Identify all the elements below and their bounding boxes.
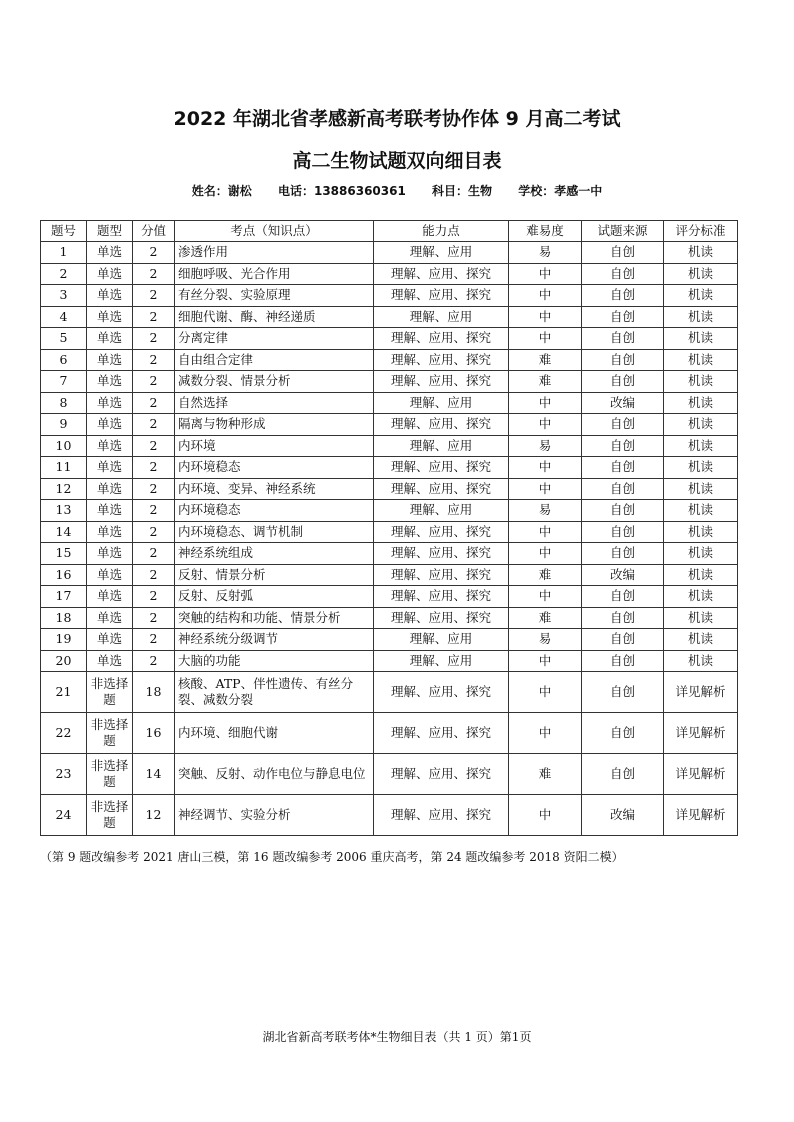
cell-difficulty: 难 <box>509 564 582 586</box>
table-row <box>41 478 738 500</box>
cell-ability: 理解、应用 <box>374 629 509 651</box>
cell-type: 单选 <box>87 478 133 500</box>
cell-score: 2 <box>133 650 175 672</box>
cell-ability: 理解、应用 <box>374 435 509 457</box>
author-phone: 电话：13886360361 <box>277 184 406 198</box>
table-row <box>41 629 738 651</box>
cell-type: 单选 <box>87 607 133 629</box>
cell-number: 13 <box>41 500 87 522</box>
cell-score: 16 <box>133 713 175 754</box>
cell-topic: 内环境 <box>175 435 374 457</box>
cell-ability: 理解、应用、探究 <box>374 371 509 393</box>
table-row <box>41 457 738 479</box>
cell-type: 单选 <box>87 629 133 651</box>
table-row <box>41 500 738 522</box>
header-cell: 试题来源 <box>582 221 664 242</box>
cell-type: 单选 <box>87 263 133 285</box>
cell-source: 自创 <box>582 521 664 543</box>
cell-topic: 有丝分裂、实验原理 <box>175 285 374 307</box>
cell-source: 自创 <box>582 650 664 672</box>
cell-difficulty: 中 <box>509 306 582 328</box>
cell-source: 自创 <box>582 435 664 457</box>
cell-ability: 理解、应用、探究 <box>374 713 509 754</box>
cell-type: 单选 <box>87 435 133 457</box>
table-row <box>41 586 738 608</box>
cell-grading: 机读 <box>664 629 738 651</box>
cell-source: 自创 <box>582 371 664 393</box>
cell-source: 自创 <box>582 263 664 285</box>
document-title: 2022 年湖北省孝感新高考联考协作体 9 月高二考试 <box>173 108 621 130</box>
cell-score: 2 <box>133 242 175 264</box>
cell-source: 自创 <box>582 328 664 350</box>
cell-type: 单选 <box>87 371 133 393</box>
cell-grading: 机读 <box>664 650 738 672</box>
cell-type: 单选 <box>87 328 133 350</box>
table-row <box>41 607 738 629</box>
cell-source: 改编 <box>582 392 664 414</box>
cell-grading: 机读 <box>664 457 738 479</box>
cell-grading: 机读 <box>664 392 738 414</box>
table-row <box>41 306 738 328</box>
cell-score: 2 <box>133 586 175 608</box>
cell-grading: 详见解析 <box>664 795 738 836</box>
cell-topic: 内环境、变异、神经系统 <box>175 478 374 500</box>
cell-ability: 理解、应用、探究 <box>374 457 509 479</box>
cell-difficulty: 中 <box>509 586 582 608</box>
cell-grading: 机读 <box>664 242 738 264</box>
table-row <box>41 435 738 457</box>
cell-ability: 理解、应用、探究 <box>374 285 509 307</box>
cell-ability: 理解、应用、探究 <box>374 586 509 608</box>
cell-number: 10 <box>41 435 87 457</box>
cell-number: 6 <box>41 349 87 371</box>
cell-ability: 理解、应用、探究 <box>374 754 509 795</box>
cell-difficulty: 难 <box>509 754 582 795</box>
cell-score: 2 <box>133 349 175 371</box>
cell-type: 单选 <box>87 521 133 543</box>
cell-topic: 突触、反射、动作电位与静息电位 <box>175 754 374 795</box>
cell-grading: 机读 <box>664 564 738 586</box>
cell-source: 自创 <box>582 586 664 608</box>
cell-score: 18 <box>133 672 175 713</box>
author-name: 姓名：谢松 <box>191 184 252 198</box>
table-row <box>41 328 738 350</box>
cell-type: 非选择题 <box>87 795 133 836</box>
cell-topic: 神经系统组成 <box>175 543 374 565</box>
cell-grading: 机读 <box>664 263 738 285</box>
cell-score: 2 <box>133 564 175 586</box>
page-footer: 湖北省新高考联考体*生物细目表（共 1 页）第1页 <box>262 1030 532 1044</box>
header-cell: 能力点 <box>374 221 509 242</box>
cell-number: 12 <box>41 478 87 500</box>
cell-score: 2 <box>133 543 175 565</box>
table-row <box>41 285 738 307</box>
cell-number: 14 <box>41 521 87 543</box>
cell-type: 单选 <box>87 349 133 371</box>
cell-ability: 理解、应用、探究 <box>374 543 509 565</box>
cell-ability: 理解、应用 <box>374 242 509 264</box>
cell-type: 单选 <box>87 457 133 479</box>
cell-grading: 机读 <box>664 435 738 457</box>
cell-difficulty: 易 <box>509 629 582 651</box>
cell-type: 单选 <box>87 392 133 414</box>
author-info <box>0 182 794 199</box>
cell-topic: 自由组合定律 <box>175 349 374 371</box>
cell-topic: 神经调节、实验分析 <box>175 795 374 836</box>
cell-grading: 机读 <box>664 414 738 436</box>
cell-topic: 自然选择 <box>175 392 374 414</box>
table-row <box>41 392 738 414</box>
cell-difficulty: 难 <box>509 607 582 629</box>
table-row <box>41 521 738 543</box>
cell-type: 单选 <box>87 586 133 608</box>
cell-grading: 详见解析 <box>664 672 738 713</box>
table-row <box>41 754 738 795</box>
header-cell: 考点（知识点） <box>175 221 374 242</box>
header-cell: 题型 <box>87 221 133 242</box>
cell-grading: 机读 <box>664 521 738 543</box>
cell-score: 2 <box>133 285 175 307</box>
cell-grading: 机读 <box>664 285 738 307</box>
cell-number: 23 <box>41 754 87 795</box>
cell-topic: 核酸、ATP、伴性遗传、有丝分裂、减数分裂 <box>175 672 374 713</box>
cell-source: 自创 <box>582 543 664 565</box>
cell-difficulty: 易 <box>509 435 582 457</box>
cell-type: 单选 <box>87 543 133 565</box>
cell-difficulty: 易 <box>509 242 582 264</box>
table-row <box>41 672 738 713</box>
school: 学校：孝感一中 <box>518 184 603 198</box>
cell-difficulty: 中 <box>509 328 582 350</box>
table-row <box>41 242 738 264</box>
table-row <box>41 349 738 371</box>
cell-source: 改编 <box>582 564 664 586</box>
cell-ability: 理解、应用 <box>374 392 509 414</box>
cell-difficulty: 中 <box>509 478 582 500</box>
cell-difficulty: 易 <box>509 500 582 522</box>
cell-source: 自创 <box>582 285 664 307</box>
cell-number: 24 <box>41 795 87 836</box>
cell-grading: 机读 <box>664 306 738 328</box>
table-header-row <box>41 221 738 242</box>
cell-number: 4 <box>41 306 87 328</box>
cell-topic: 分离定律 <box>175 328 374 350</box>
cell-ability: 理解、应用、探究 <box>374 795 509 836</box>
cell-number: 8 <box>41 392 87 414</box>
cell-type: 非选择题 <box>87 713 133 754</box>
cell-number: 21 <box>41 672 87 713</box>
cell-score: 2 <box>133 607 175 629</box>
cell-score: 2 <box>133 478 175 500</box>
cell-grading: 详见解析 <box>664 713 738 754</box>
cell-difficulty: 难 <box>509 371 582 393</box>
table-row <box>41 414 738 436</box>
cell-type: 单选 <box>87 500 133 522</box>
cell-difficulty: 中 <box>509 521 582 543</box>
cell-ability: 理解、应用、探究 <box>374 672 509 713</box>
cell-ability: 理解、应用、探究 <box>374 328 509 350</box>
cell-score: 2 <box>133 414 175 436</box>
cell-number: 20 <box>41 650 87 672</box>
cell-ability: 理解、应用 <box>374 306 509 328</box>
cell-topic: 突触的结构和功能、情景分析 <box>175 607 374 629</box>
cell-ability: 理解、应用、探究 <box>374 607 509 629</box>
cell-source: 自创 <box>582 349 664 371</box>
cell-type: 非选择题 <box>87 672 133 713</box>
cell-score: 2 <box>133 435 175 457</box>
cell-number: 17 <box>41 586 87 608</box>
cell-source: 自创 <box>582 629 664 651</box>
cell-topic: 渗透作用 <box>175 242 374 264</box>
cell-grading: 机读 <box>664 607 738 629</box>
cell-score: 2 <box>133 306 175 328</box>
cell-type: 非选择题 <box>87 754 133 795</box>
cell-score: 12 <box>133 795 175 836</box>
cell-number: 22 <box>41 713 87 754</box>
table-row <box>41 713 738 754</box>
cell-source: 自创 <box>582 242 664 264</box>
cell-topic: 内环境稳态、调节机制 <box>175 521 374 543</box>
cell-ability: 理解、应用、探究 <box>374 478 509 500</box>
cell-score: 2 <box>133 629 175 651</box>
cell-difficulty: 中 <box>509 795 582 836</box>
cell-type: 单选 <box>87 242 133 264</box>
cell-source: 自创 <box>582 607 664 629</box>
cell-grading: 机读 <box>664 500 738 522</box>
cell-difficulty: 中 <box>509 713 582 754</box>
cell-grading: 机读 <box>664 586 738 608</box>
cell-score: 2 <box>133 263 175 285</box>
cell-number: 7 <box>41 371 87 393</box>
cell-number: 2 <box>41 263 87 285</box>
cell-difficulty: 中 <box>509 650 582 672</box>
cell-grading: 详见解析 <box>664 754 738 795</box>
cell-type: 单选 <box>87 285 133 307</box>
cell-number: 19 <box>41 629 87 651</box>
header-cell: 评分标准 <box>664 221 738 242</box>
cell-ability: 理解、应用、探究 <box>374 263 509 285</box>
cell-number: 11 <box>41 457 87 479</box>
cell-score: 2 <box>133 392 175 414</box>
cell-topic: 内环境、细胞代谢 <box>175 713 374 754</box>
cell-grading: 机读 <box>664 349 738 371</box>
cell-difficulty: 中 <box>509 263 582 285</box>
cell-type: 单选 <box>87 650 133 672</box>
cell-score: 2 <box>133 500 175 522</box>
cell-grading: 机读 <box>664 543 738 565</box>
cell-difficulty: 中 <box>509 457 582 479</box>
cell-score: 2 <box>133 457 175 479</box>
cell-source: 自创 <box>582 754 664 795</box>
cell-grading: 机读 <box>664 371 738 393</box>
cell-ability: 理解、应用、探究 <box>374 414 509 436</box>
cell-number: 9 <box>41 414 87 436</box>
cell-difficulty: 中 <box>509 414 582 436</box>
cell-ability: 理解、应用 <box>374 500 509 522</box>
cell-type: 单选 <box>87 414 133 436</box>
cell-topic: 细胞代谢、酶、神经递质 <box>175 306 374 328</box>
cell-difficulty: 中 <box>509 543 582 565</box>
cell-topic: 隔离与物种形成 <box>175 414 374 436</box>
table-row <box>41 795 738 836</box>
cell-difficulty: 难 <box>509 349 582 371</box>
cell-topic: 反射、反射弧 <box>175 586 374 608</box>
cell-difficulty: 中 <box>509 672 582 713</box>
table-row <box>41 650 738 672</box>
cell-topic: 反射、情景分析 <box>175 564 374 586</box>
cell-ability: 理解、应用 <box>374 650 509 672</box>
cell-source: 自创 <box>582 672 664 713</box>
cell-type: 单选 <box>87 306 133 328</box>
cell-source: 自创 <box>582 306 664 328</box>
source-note: （第 9 题改编参考 2021 唐山三模，第 16 题改编参考 2006 重庆高考，第 24 题改编参考 2018 资阳二模） <box>40 850 624 864</box>
header-cell: 分值 <box>133 221 175 242</box>
cell-difficulty: 中 <box>509 392 582 414</box>
cell-number: 3 <box>41 285 87 307</box>
cell-source: 自创 <box>582 713 664 754</box>
cell-score: 14 <box>133 754 175 795</box>
cell-number: 16 <box>41 564 87 586</box>
table-row <box>41 371 738 393</box>
cell-ability: 理解、应用、探究 <box>374 564 509 586</box>
subject: 科目：生物 <box>432 184 493 198</box>
cell-source: 自创 <box>582 478 664 500</box>
cell-grading: 机读 <box>664 328 738 350</box>
cell-score: 2 <box>133 328 175 350</box>
cell-number: 15 <box>41 543 87 565</box>
table-row <box>41 543 738 565</box>
cell-ability: 理解、应用、探究 <box>374 521 509 543</box>
cell-topic: 神经系统分级调节 <box>175 629 374 651</box>
document-subtitle: 高二生物试题双向细目表 <box>292 150 502 172</box>
cell-topic: 内环境稳态 <box>175 457 374 479</box>
header-cell: 题号 <box>41 221 87 242</box>
cell-source: 自创 <box>582 414 664 436</box>
cell-topic: 减数分裂、情景分析 <box>175 371 374 393</box>
cell-topic: 细胞呼吸、光合作用 <box>175 263 374 285</box>
cell-score: 2 <box>133 521 175 543</box>
cell-difficulty: 中 <box>509 285 582 307</box>
cell-topic: 内环境稳态 <box>175 500 374 522</box>
cell-source: 自创 <box>582 500 664 522</box>
cell-number: 5 <box>41 328 87 350</box>
cell-topic: 大脑的功能 <box>175 650 374 672</box>
cell-type: 单选 <box>87 564 133 586</box>
header-cell: 难易度 <box>509 221 582 242</box>
cell-number: 18 <box>41 607 87 629</box>
table-row <box>41 263 738 285</box>
cell-number: 1 <box>41 242 87 264</box>
cell-score: 2 <box>133 371 175 393</box>
specification-table <box>40 220 738 836</box>
cell-grading: 机读 <box>664 478 738 500</box>
cell-source: 改编 <box>582 795 664 836</box>
table-row <box>41 564 738 586</box>
cell-ability: 理解、应用、探究 <box>374 349 509 371</box>
cell-source: 自创 <box>582 457 664 479</box>
